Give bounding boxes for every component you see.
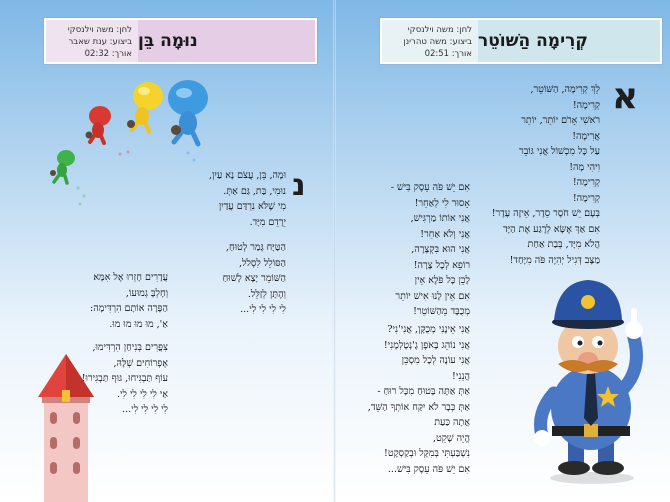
poem-line: קְרִימָה! bbox=[572, 177, 600, 188]
left-song-header bbox=[44, 18, 317, 64]
poem-line: הַסּוֹלֵל לִסְלֹל, bbox=[239, 257, 286, 269]
poem-line: אֲנִי עוֹנֶה לְכָל מִסְכֵּן bbox=[401, 355, 470, 366]
poem-line: אַתְּ כְּבָר לֹא יִקַּח אוֹתְךָ הַשֵּׁד, bbox=[367, 401, 470, 413]
poem-line: וּמָה, בֵּן, עֲצֹם נָא עַיִן, bbox=[208, 170, 286, 181]
poem-line: עַל כָּל מִכְשׁוֹל אֲנִי גּוֹבֵר bbox=[519, 146, 600, 157]
poem-line: רוֹפֵא לְכָל צָרָה! bbox=[413, 259, 470, 271]
poem-line: רֹאשִׁי אָרֹם יוֹתֵר, יוֹתֵר bbox=[521, 115, 600, 126]
poem-line: הֱיֵה שָׁקֵט, bbox=[432, 432, 470, 444]
balloon-people-illustration bbox=[38, 78, 218, 218]
poem-line: לִי לִי לִי לִי... bbox=[240, 304, 286, 315]
poem-line: אִם אַךְ אֶשָּׂא לְרֶגַע אֶת הַיָּד bbox=[503, 223, 600, 235]
poem-line: וְהֶתָּן לְזַלֵּל. bbox=[247, 288, 286, 300]
poem-line: נוּמִי, בַּת, גַּם אַתְּ. bbox=[223, 185, 286, 197]
poem-line: נִשְׁבַּעְתִּי בְּמִקָּל וּבְקַסְקֶט! bbox=[384, 448, 470, 459]
poem-line: וִיהִי מָה! bbox=[569, 161, 600, 173]
yellow-balloon-person bbox=[127, 82, 163, 132]
right-song-title: קְרִימָה הַשּׁוֹטֵר bbox=[478, 20, 660, 62]
poem-line: צִפֳּרִים בְּנִיחַן הִרְדִּימוּ, bbox=[92, 342, 168, 353]
poem-line: יֵרָדֵם מִיָּד. bbox=[249, 216, 286, 228]
poem-line: אֲנִי אֵינֶנִּי מְכֻקָּן, אֲנִי'נִי? bbox=[387, 324, 470, 335]
left-credit-length: אורך: 02:32 bbox=[84, 49, 132, 59]
poem-line: מַצָּב דְּגִיל יְהִיֶה פֹּה מִיָּחַד! bbox=[509, 254, 600, 266]
right-credit-melody: לחן: משה וילנסקי bbox=[407, 25, 472, 35]
blue-balloon-person bbox=[168, 80, 208, 144]
poem-line: עוֹף תַּבְגִּיחוּ, גּוּף תַּבְגִּירוּ! bbox=[81, 373, 168, 384]
left-song-credits bbox=[46, 20, 138, 62]
policeman-icon bbox=[524, 268, 664, 488]
left-song-title: נוּמָה בֵּן bbox=[138, 20, 315, 62]
book-spine bbox=[333, 0, 336, 502]
poem-line: מְכֻבָּד מֵהַשּׁוֹטֵר! bbox=[413, 306, 470, 317]
right-credit-performer: ביצוע: משה טהרינן bbox=[403, 37, 472, 47]
poem-line: לִי לִי לִי לִי... bbox=[122, 404, 168, 415]
poem-line: אַי לִי לִי לִי לִי. bbox=[116, 388, 168, 400]
poem-line: אִם אֵין לָנוּ אִישׁ יוֹתֵר bbox=[395, 290, 470, 302]
poem-line: אֲתָה כַּעַת bbox=[434, 417, 470, 428]
right-credit-length: אורך: 02:51 bbox=[424, 49, 472, 59]
poem-line: מִי שֶׁלֹּא נִרְדַּם עֲדַיִן bbox=[218, 201, 286, 212]
poem-line: לֵךְ קְרִימָה, הַשּׁוֹטֵר, bbox=[530, 84, 600, 95]
poem-line: אִם יֵשׁ פֹּה עֵסֶק בִּישׁ... bbox=[387, 464, 470, 475]
red-balloon-person bbox=[86, 106, 112, 143]
poem-line: עֲדָרִים חָזְרוּ אֶל אִמָּא bbox=[93, 272, 168, 283]
left-drop-cap: נ bbox=[292, 168, 306, 203]
right-poem-block-1 bbox=[492, 82, 600, 268]
poem-line: קְרִימָה! bbox=[572, 192, 600, 204]
poem-line: אֶפְרוֹחִים שְׁלָּהּ, bbox=[113, 357, 168, 369]
poem-line: וְחָלְבָּ גְמוּעוֹ, bbox=[125, 287, 168, 299]
green-balloon-person bbox=[50, 150, 75, 183]
left-poem-block-1 bbox=[209, 168, 286, 230]
poem-line: אַתְּ אַתָּה בָּטוּחַ מִכָּל רוּחַ - bbox=[377, 386, 470, 397]
right-song-header bbox=[380, 18, 662, 64]
right-drop-cap: א bbox=[612, 76, 639, 117]
left-credit-melody: לחן: משה וילנסקי bbox=[67, 25, 132, 35]
poem-line: הַפָּרָה אוֹתָם הִרְדִּימָה: bbox=[90, 303, 168, 314]
poem-line: אָסוּר לִי לְאַחֵר! bbox=[414, 197, 470, 209]
poem-line: אֲנִי וְלֹא אַחֵר! bbox=[420, 228, 470, 240]
right-song-credits bbox=[382, 20, 478, 62]
poem-line: קְרִימָה! bbox=[572, 99, 600, 111]
poem-line: אֲנִי אוֹתוֹ מַרְגִּישׁ, bbox=[410, 213, 470, 224]
poem-line: אֲרִימָה! bbox=[572, 130, 600, 142]
poem-line: הַטַּיָּח גָּמַר לְטוּחַ, bbox=[225, 242, 286, 253]
poem-line: הֲלֹא מִיָּד, בְּבַת אַחַת bbox=[527, 239, 600, 250]
pink-tower-icon bbox=[36, 352, 96, 502]
poem-line: אֲנִי הוּא בִּקְצָרָה, bbox=[411, 244, 470, 255]
left-poem-block-2 bbox=[223, 240, 286, 318]
poem-line: לָכֵן כָּל פֹּלֶא אֵין bbox=[414, 275, 470, 286]
poem-line: הֲנֵנִי! bbox=[452, 370, 470, 382]
poem-line: בְּעָם יֵשׁ חֹסֶר סֵדֶר, אֵיזֶה עֶדֶר! bbox=[491, 208, 600, 219]
left-poem-block-3 bbox=[90, 270, 168, 332]
poem-line: הַשּׁוֹמֵר יָצָא לָשׁוּחַ bbox=[222, 273, 286, 284]
right-poem-closing bbox=[388, 462, 470, 478]
poem-line: אַ', מוּ מוּ מוּ מוּ. bbox=[109, 318, 168, 330]
poem-line: אֲנִי נוֹהֵג בָּאֹפֶן גֶ'נְטֶלְמֶנִי! bbox=[383, 339, 470, 351]
right-poem-block-3 bbox=[368, 322, 470, 462]
poem-line: אִם יֵשׁ פֹּה עֵסֶק בִּישׁ - bbox=[390, 182, 470, 193]
right-poem-block-2 bbox=[391, 180, 470, 320]
left-credit-performer: ביצוע: ענת שאבר bbox=[68, 37, 132, 47]
sparkle-trail bbox=[77, 151, 196, 206]
